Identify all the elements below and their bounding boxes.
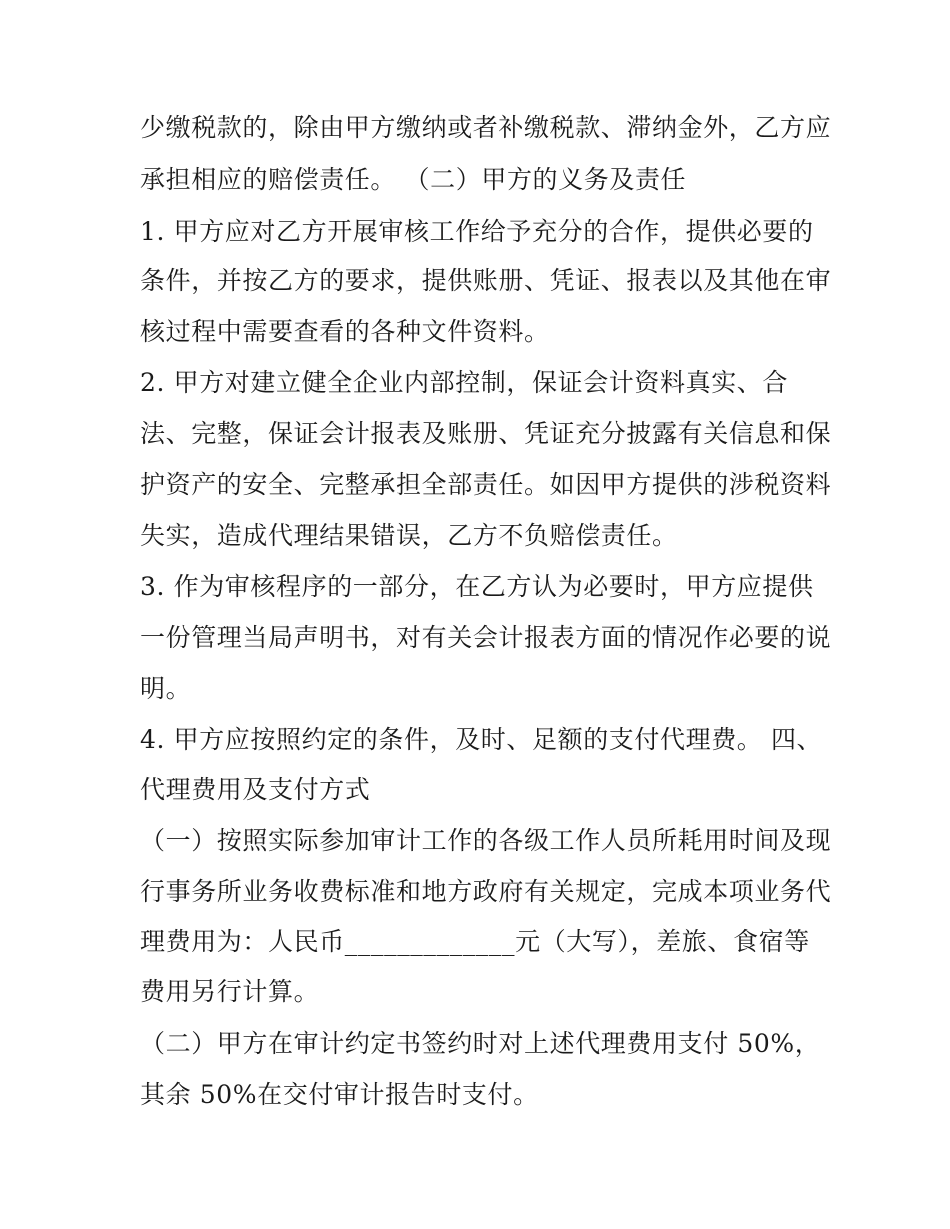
text-line: 失实，造成代理结果错误，乙方不负赔偿责任。 bbox=[140, 521, 678, 550]
text-line: 其余 50%在交付审计报告时支付。 bbox=[140, 1080, 539, 1109]
text-line: 少缴税款的，除由甲方缴纳或者补缴税款、滞纳金外，乙方应 bbox=[140, 113, 832, 142]
text-line: 代理费用及支付方式 bbox=[140, 775, 371, 804]
text-line: 2. 甲方对建立健全企业内部控制，保证会计资料真实、合 bbox=[140, 368, 789, 397]
text-line: 4. 甲方应按照约定的条件，及时、足额的支付代理费。 四、 bbox=[140, 725, 823, 754]
text-line: 费用另行计算。 bbox=[140, 977, 320, 1006]
text-line: 行事务所业务收费标准和地方政府有关规定，完成本项业务代 bbox=[140, 877, 832, 906]
text-line: （二）甲方在审计约定书签约时对上述代理费用支付 50%， bbox=[140, 1029, 821, 1058]
text-line: 一份管理当局声明书，对有关会计报表方面的情况作必要的说 bbox=[140, 623, 832, 652]
text-line: 1. 甲方应对乙方开展审核工作给予充分的合作，提供必要的 bbox=[140, 217, 814, 246]
text-line: 明。 bbox=[140, 674, 192, 703]
text-line: （一）按照实际参加审计工作的各级工作人员所耗用时间及现 bbox=[140, 826, 832, 855]
text-line: 护资产的安全、完整承担全部责任。如因甲方提供的涉税资料 bbox=[140, 470, 832, 499]
text-line: 法、完整，保证会计报表及账册、凭证充分披露有关信息和保 bbox=[140, 419, 832, 448]
text-line: 3. 作为审核程序的一部分，在乙方认为必要时，甲方应提供 bbox=[140, 572, 814, 601]
text-line: 核过程中需要查看的各种文件资料。 bbox=[140, 317, 550, 346]
text-line: 条件，并按乙方的要求，提供账册、凭证、报表以及其他在审 bbox=[140, 266, 832, 295]
text-line: 理费用为：人民币_____________元（大写），差旅、食宿等 bbox=[140, 927, 810, 956]
text-line: 承担相应的赔偿责任。 （二）甲方的义务及责任 bbox=[140, 165, 687, 194]
